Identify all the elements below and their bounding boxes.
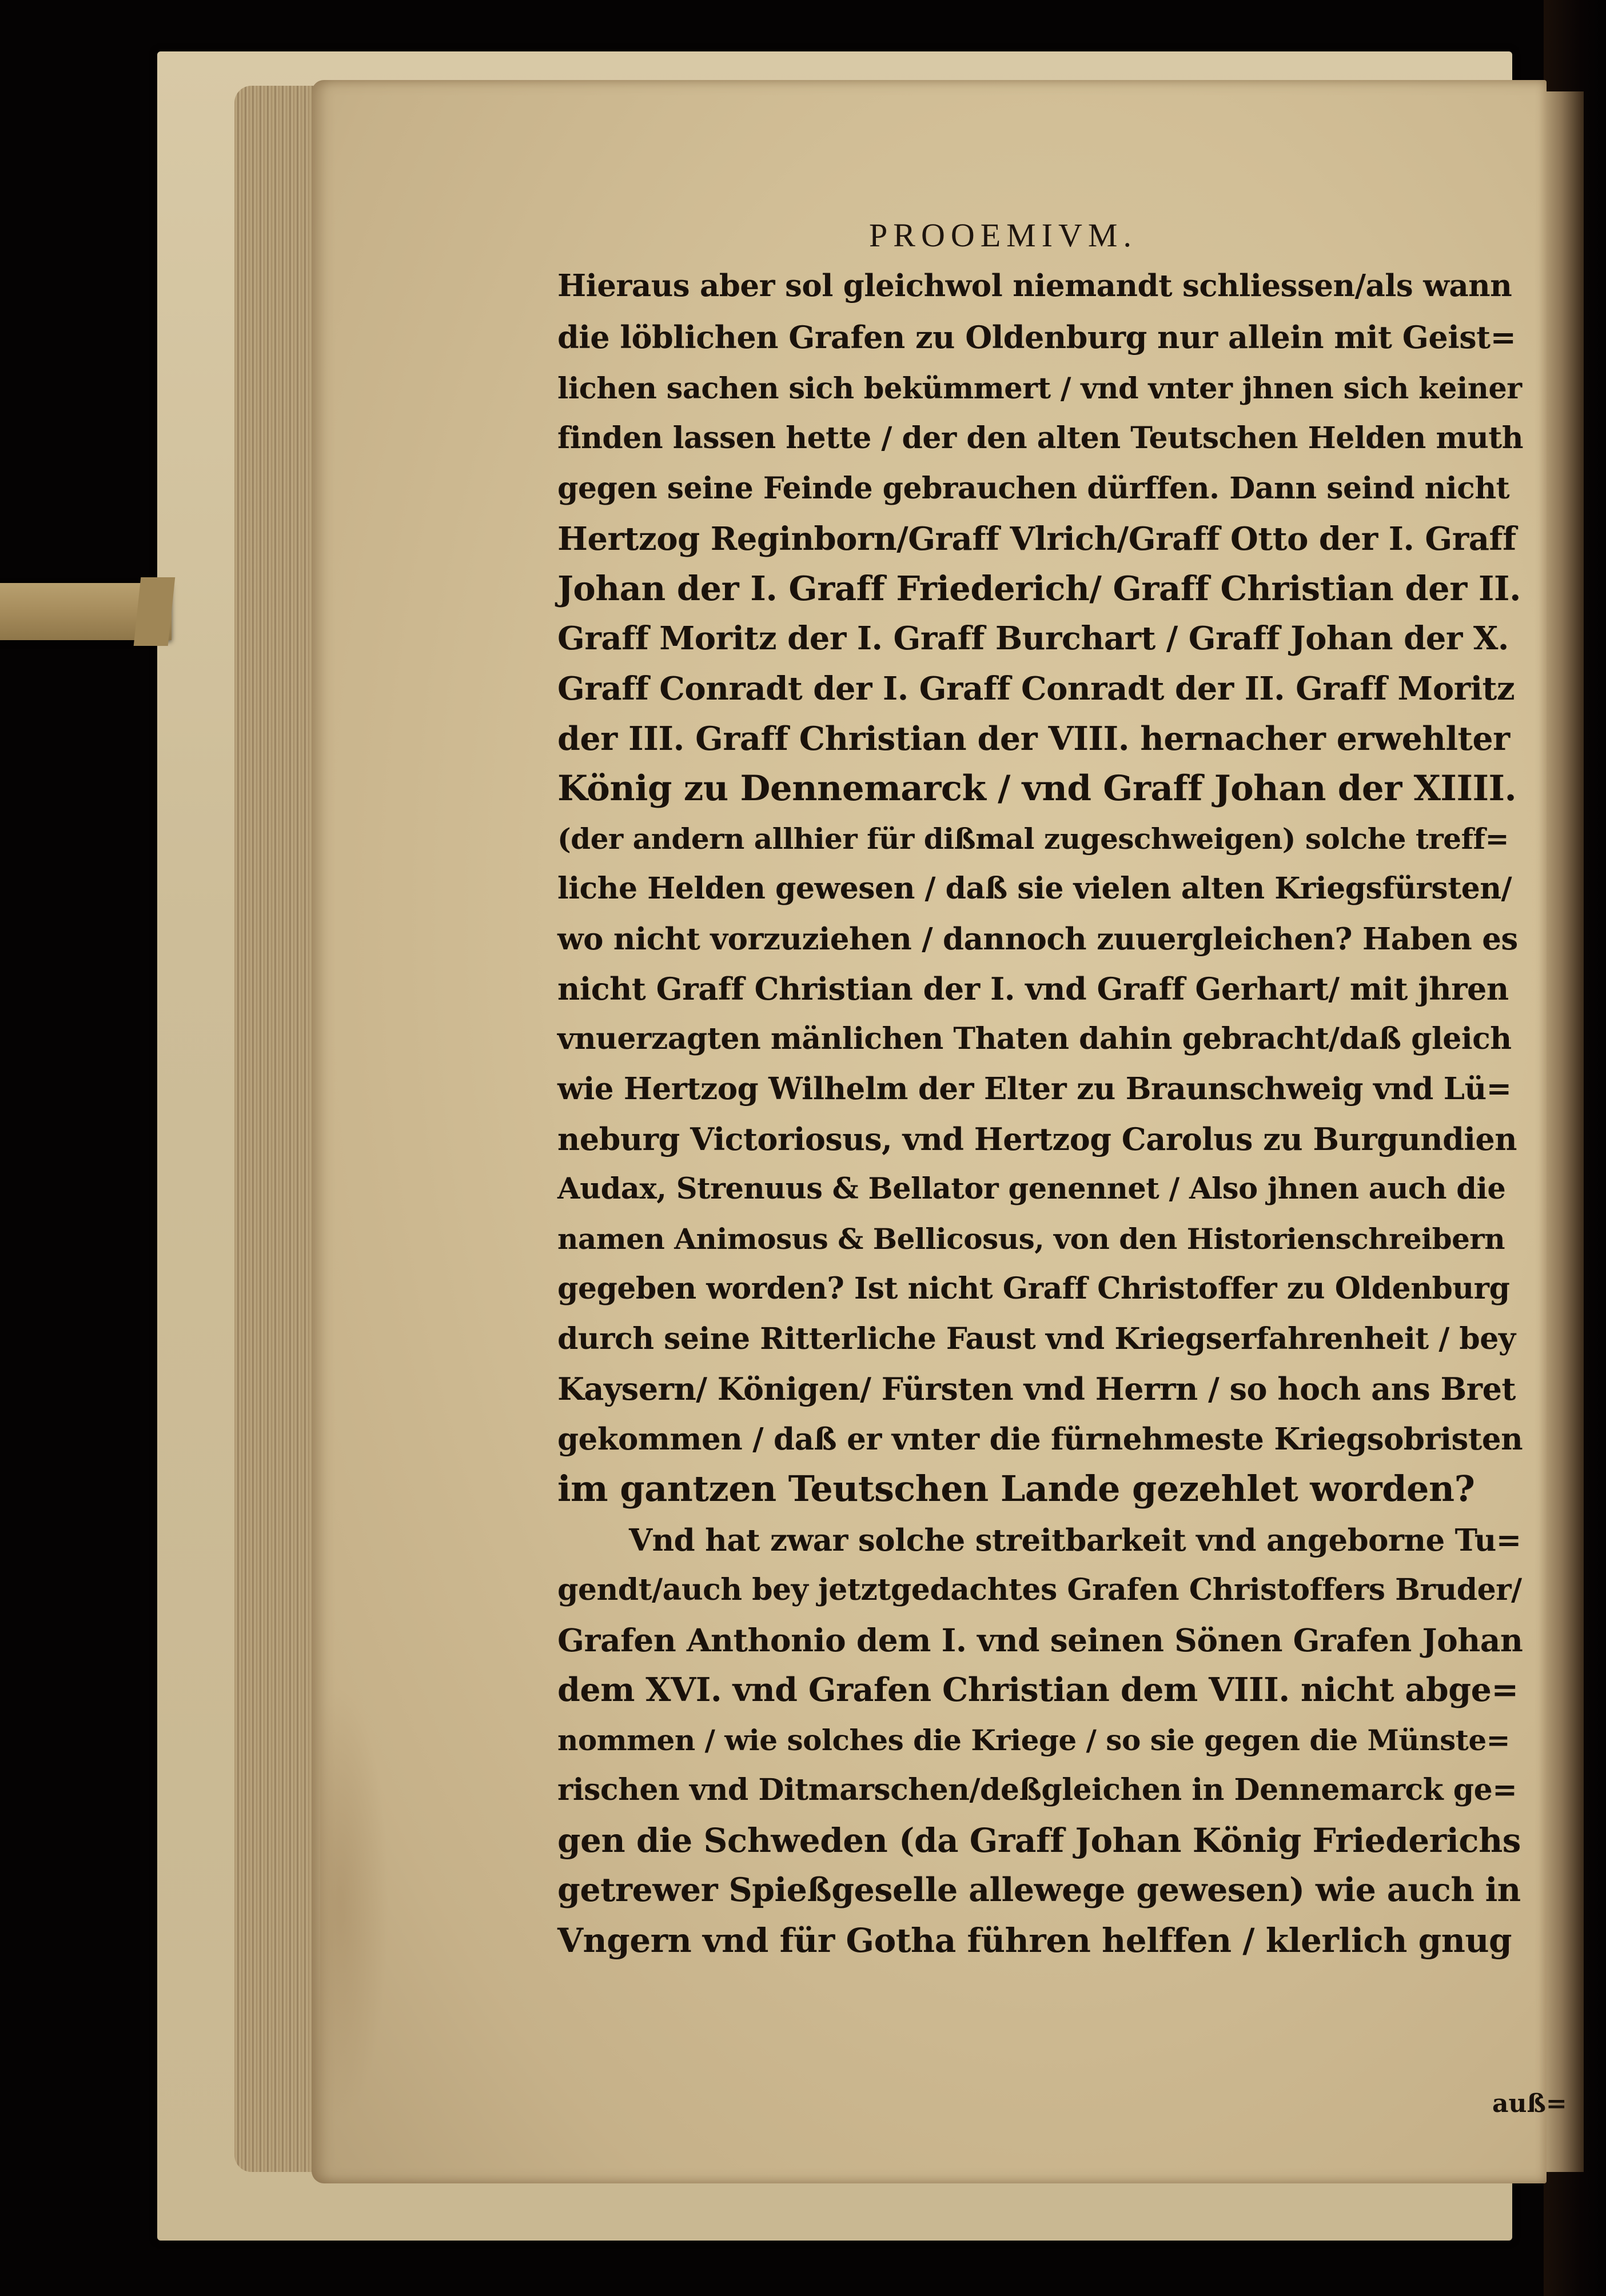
text-line: (der andern allhier für dißmal zugeschweigen) solche treff= bbox=[557, 822, 1509, 856]
text-line: Hertzog Reginborn/Graff Vlrich/Graff Otto der I. Graff bbox=[557, 520, 1516, 558]
text-line: Vnd hat zwar solche streitbarkeit vnd angeborne Tu= bbox=[629, 1523, 1521, 1558]
text-line: neburg Victoriosus, vnd Hertzog Carolus zu Burgundien bbox=[557, 1121, 1517, 1157]
text-line: Johan der I. Graff Friederich/ Graff Christian der II. bbox=[557, 569, 1521, 608]
text-line: der III. Graff Christian der VIII. hernacher erwehlter bbox=[557, 720, 1510, 758]
text-line: wie Hertzog Wilhelm der Elter zu Braunschweig vnd Lü= bbox=[557, 1071, 1512, 1107]
text-line: im gantzen Teutschen Lande gezehlet worden? bbox=[557, 1468, 1475, 1510]
text-line: namen Animosus & Bellicosus, von den Historienschreibern bbox=[557, 1222, 1505, 1256]
text-line: gegeben worden? Ist nicht Graff Christoffer zu Oldenburg bbox=[557, 1271, 1510, 1306]
text-line: die löblichen Grafen zu Oldenburg nur allein mit Geist= bbox=[557, 319, 1516, 356]
text-line: liche Helden gewesen / daß sie vielen alten Kriegsfürsten/ bbox=[557, 871, 1512, 906]
text-line: gendt/auch bey jetztgedachtes Grafen Christoffers Bruder/ bbox=[557, 1572, 1522, 1607]
text-line: wo nicht vorzuziehen / dannoch zuuergleichen? Haben es bbox=[557, 921, 1518, 957]
text-line: getrewer Spießgeselle allewege gewesen) wie auch in bbox=[557, 1871, 1521, 1909]
page-stain bbox=[320, 1686, 389, 2121]
text-line: nommen / wie solches die Kriege / so sie gegen die Münste= bbox=[557, 1723, 1511, 1757]
catchword: auß= bbox=[1492, 2089, 1567, 2118]
text-line: lichen sachen sich bekümmert / vnd vnter jhnen sich keiner bbox=[557, 372, 1522, 406]
text-line: gen die Schweden (da Graff Johan König Friederichs bbox=[557, 1821, 1521, 1860]
text-line: finden lassen hette / der den alten Teutschen Helden muth bbox=[557, 421, 1524, 456]
text-line: gekommen / daß er vnter die fürnehmeste Kriegsobristen bbox=[557, 1421, 1523, 1457]
next-page-edge bbox=[1544, 91, 1584, 2172]
text-line: durch seine Ritterliche Faust vnd Kriegserfahrenheit / bey bbox=[557, 1321, 1516, 1356]
text-line: Vngern vnd für Gotha führen helffen / klerlich gnug bbox=[557, 1921, 1512, 1960]
text-line: Hieraus aber sol gleichwol niemandt schliessen/als wann bbox=[557, 268, 1512, 304]
text-line: rischen vnd Ditmarschen/deßgleichen in Dennemarck ge= bbox=[557, 1772, 1517, 1807]
text-line: Graff Moritz der I. Graff Burchart / Graff Johan der X. bbox=[557, 620, 1509, 657]
text-line: dem XVI. vnd Grafen Christian dem VIII. nicht abge= bbox=[557, 1671, 1519, 1709]
text-line: Audax, Strenuus & Bellator genennet / Also jhnen auch die bbox=[557, 1172, 1506, 1206]
text-line: Kaysern/ Königen/ Fürsten vnd Herrn / so hoch ans Bret bbox=[557, 1371, 1516, 1407]
text-line: vnuerzagten mänlichen Thaten dahin gebracht/daß gleich bbox=[557, 1021, 1512, 1056]
bookmark-ribbon-end bbox=[134, 577, 176, 646]
text-line: gegen seine Feinde gebrauchen dürffen. Dann seind nicht bbox=[557, 471, 1510, 506]
running-head: PROOEMIVM. bbox=[869, 217, 1137, 254]
text-line: König zu Dennemarck / vnd Graff Johan der XIIII. bbox=[557, 768, 1517, 809]
text-line: nicht Graff Christian der I. vnd Graff Gerhart/ mit jhren bbox=[557, 971, 1509, 1007]
text-line: Grafen Anthonio dem I. vnd seinen Sönen Grafen Johan bbox=[557, 1622, 1523, 1659]
text-line: Graff Conradt der I. Graff Conradt der II. Graff Moritz bbox=[557, 670, 1515, 708]
